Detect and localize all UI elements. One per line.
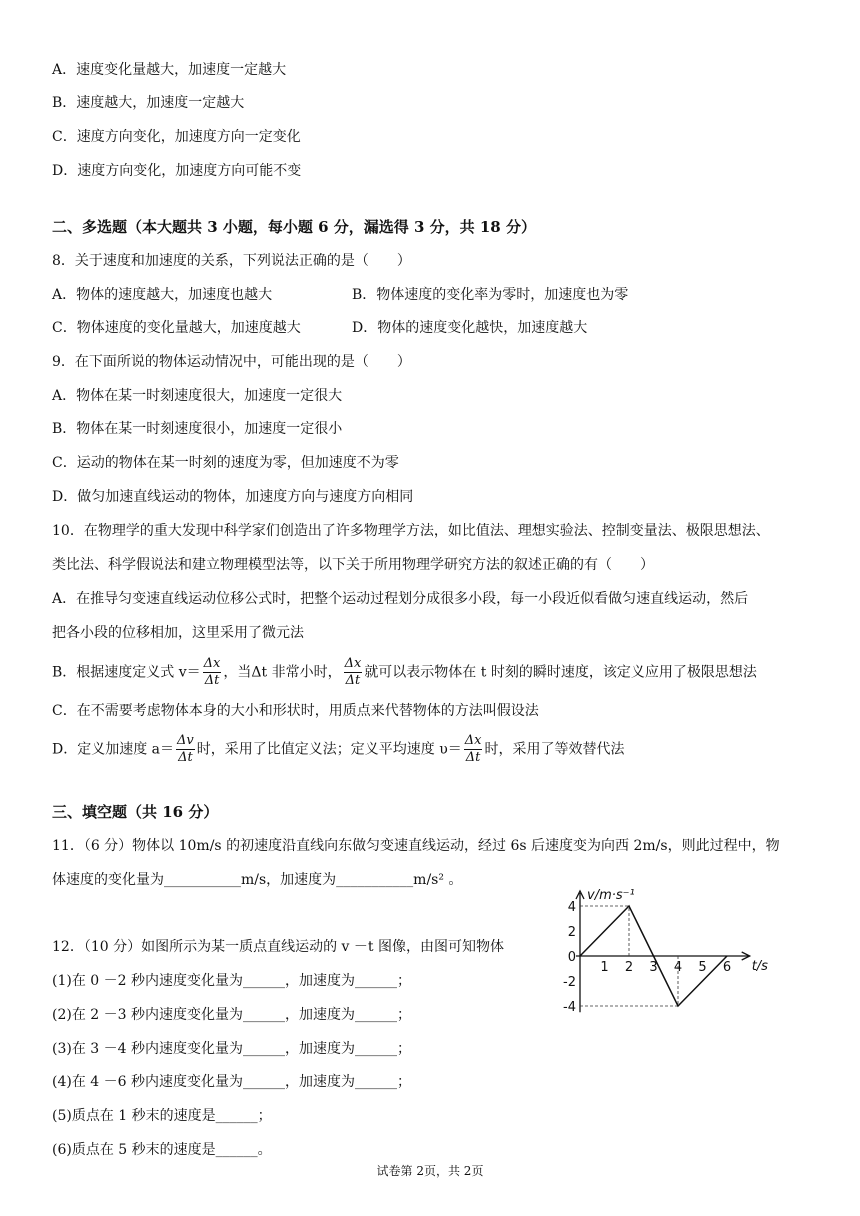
q8-stem: 8．关于速度和加速度的关系，下列说法正确的是（ ）	[52, 253, 411, 269]
x-tick-label: 1	[600, 960, 609, 975]
q8-option-b: B．物体速度的变化率为零时，加速度也为零	[352, 287, 629, 303]
page-footer: 试卷第 2页，共 2页	[376, 1164, 484, 1178]
q10-option-b-middle: ，当Δt 非常小时，	[223, 664, 342, 681]
q12-item-2: (2)在 2 －3 秒内速度变化量为______，加速度为______；	[52, 1007, 411, 1023]
q10-option-d	[52, 733, 624, 766]
q7-option-a: A．速度变化量越大，加速度一定越大	[52, 62, 287, 78]
q7-option-b: B．速度越大，加速度一定越大	[52, 95, 245, 111]
fraction-numerator: Δx	[344, 656, 362, 671]
fraction-denominator: Δt	[345, 673, 361, 688]
x-tick-label: 2	[624, 960, 634, 975]
q12-item-1: (1)在 0 －2 秒内速度变化量为______，加速度为______；	[52, 973, 411, 989]
q8-option-a: A．物体的速度越大，加速度也越大	[52, 287, 273, 303]
q9-option-a: A．物体在某一时刻速度很大，加速度一定很大	[52, 388, 343, 404]
fraction-dv-dt	[176, 733, 195, 766]
q10-option-a-line2: 把各小段的位移相加，这里采用了微元法	[52, 625, 304, 641]
x-tick-label: 4	[673, 960, 683, 975]
fraction-numerator: Δx	[464, 733, 482, 748]
q11-line1: 11．（6 分）物体以 10m/s 的初速度沿直线向东做匀变速直线运动，经过 6s 后速度变为向西 2m/s，则此过程中，物	[52, 838, 780, 854]
x-tick-label: 3	[649, 960, 658, 975]
x-tick-label: 6	[722, 960, 732, 975]
q9-option-d: D．做匀加速直线运动的物体，加速度方向与速度方向相同	[52, 489, 414, 505]
section-title-multiple-choice: 二、多选题（本大题共 3 小题，每小题 6 分，漏选得 3 分，共 18 分）	[52, 218, 536, 236]
q7-option-d: D．速度方向变化，加速度方向可能不变	[52, 163, 302, 179]
q10-stem-line1: 10．在物理学的重大发现中科学家们创造出了许多物理学方法，如比值法、理想实验法、控制变量法、极限思想法、	[52, 523, 770, 539]
y-tick-label: -2	[563, 975, 576, 990]
y-tick-label: 0	[567, 950, 576, 965]
q10-option-d-prefix: D．定义加速度 a＝	[52, 741, 175, 758]
fraction-denominator: Δt	[465, 750, 481, 765]
q12-item-3: (3)在 3 －4 秒内速度变化量为______，加速度为______；	[52, 1041, 411, 1057]
fraction-numerator: Δv	[177, 733, 194, 748]
q12-item-4: (4)在 4 －6 秒内速度变化量为______，加速度为______；	[52, 1074, 411, 1090]
fraction-dx-dt	[344, 656, 363, 689]
fraction-denominator: Δt	[178, 750, 193, 765]
q10-option-b-prefix: B．根据速度定义式 v＝	[52, 664, 201, 681]
q9-option-b: B．物体在某一时刻速度很小，加速度一定很小	[52, 421, 343, 437]
velocity-time-chart	[556, 880, 786, 1020]
section-title-fill-in: 三、填空题（共 16 分）	[52, 803, 219, 821]
q9-stem: 9．在下面所说的物体运动情况中，可能出现的是（ ）	[52, 354, 411, 370]
q8-option-d: D．物体的速度变化越快，加速度越大	[352, 320, 588, 336]
q12-stem: 12．（10 分）如图所示为某一质点直线运动的 v －t 图像，由图可知物体	[52, 939, 504, 955]
y-tick-label: 4	[567, 900, 576, 915]
y-tick-label: 2	[567, 925, 576, 940]
q7-option-c: C．速度方向变化，加速度方向一定变化	[52, 129, 301, 145]
fraction-dx-dt	[203, 656, 222, 689]
fraction-numerator: Δx	[203, 656, 221, 671]
y-tick-label: -4	[563, 1000, 576, 1015]
q10-option-d-suffix: 时，采用了等效替代法	[484, 741, 625, 758]
q10-option-c: C．在不需要考虑物体本身的大小和形状时，用质点来代替物体的方法叫假设法	[52, 703, 539, 719]
q8-option-c: C．物体速度的变化量越大，加速度越大	[52, 320, 301, 336]
q10-option-d-middle: 时，采用了比值定义法；定义平均速度 υ＝	[196, 741, 462, 758]
q9-option-c: C．运动的物体在某一时刻的速度为零，但加速度不为零	[52, 455, 399, 471]
x-tick-label: 5	[698, 960, 707, 975]
x-axis-label: t/s	[751, 959, 768, 974]
q10-option-a-line1: A．在推导匀变速直线运动位移公式时，把整个运动过程划分成很多小段，每一小段近似看做匀速直线运动，然后	[52, 591, 749, 607]
q12-item-5: (5)质点在 1 秒末的速度是______；	[52, 1108, 272, 1124]
q12-item-6: (6)质点在 5 秒末的速度是______。	[52, 1142, 272, 1158]
q11-line2: 体速度的变化量为___________m/s，加速度为___________m/s² 。	[52, 872, 463, 888]
y-axis-label: v/m·s⁻¹	[587, 888, 635, 903]
fraction-dx-dt	[464, 733, 483, 766]
q10-option-b	[52, 656, 757, 689]
fraction-denominator: Δt	[204, 673, 220, 688]
q10-option-b-suffix: 就可以表示物体在 t 时刻的瞬时速度，该定义应用了极限思想法	[364, 664, 757, 681]
q10-stem-line2: 类比法、科学假说法和建立物理模型法等，以下关于所用物理学研究方法的叙述正确的有（ ）	[52, 557, 654, 573]
